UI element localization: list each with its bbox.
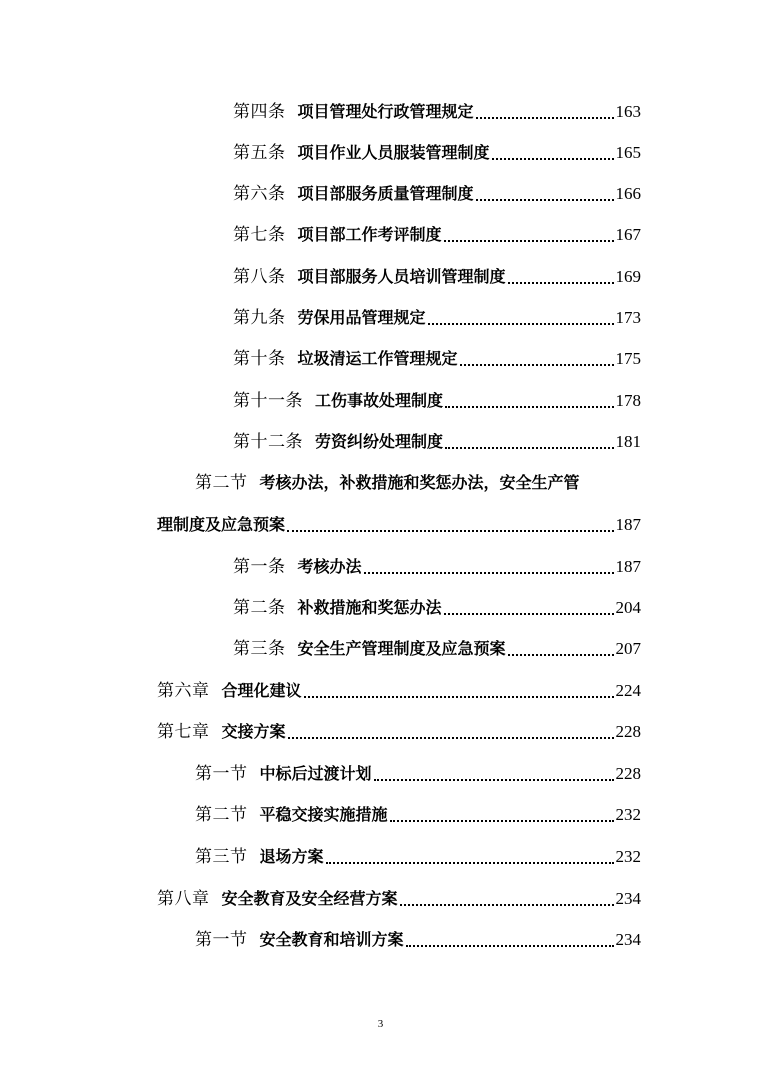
toc-entry[interactable] [0,340,761,370]
toc-entry-title: 项目部服务人员培训管理制度 [297,267,506,286]
toc-entry-title: 劳资纠纷处理制度 [315,432,444,451]
toc-entry-page: 167 [615,225,641,244]
toc-entry-number: 第九条 [233,308,286,328]
toc-entry[interactable] [0,589,761,619]
toc-entry-number: 第三节 [195,847,248,867]
toc-entry-page: 178 [615,391,641,410]
dot-leader [287,530,613,532]
toc-entry-page: 204 [615,598,641,617]
toc-entry-page: 232 [615,805,641,824]
page-number: 3 [377,1018,384,1030]
toc-entry-title: 垃圾清运工作管理规定 [297,349,458,368]
toc-entry-number: 第六条 [233,184,286,204]
toc-entry-page: 169 [615,267,641,286]
toc-entry-title: 平稳交接实施措施 [259,805,388,824]
toc-entry[interactable] [0,382,761,412]
toc-entry[interactable] [0,175,761,205]
dot-leader [288,737,614,739]
toc-entry-number: 第十条 [233,349,286,369]
dot-leader [445,406,613,408]
toc-entry-title: 中标后过渡计划 [259,764,372,783]
toc-entry-title: 劳保用品管理规定 [297,308,426,327]
toc-entry-title: 项目管理处行政管理规定 [297,102,474,121]
toc-entry-page: 166 [615,184,641,203]
dot-leader [406,945,614,947]
toc-entry-title: 交接方案 [221,722,286,741]
toc-entry[interactable] [0,548,761,578]
toc-entry-page: 228 [615,764,641,783]
toc-entry-number: 第七条 [233,225,286,245]
toc-entry-page: 181 [615,432,641,451]
toc-entry-title: 补救措施和奖惩办法 [297,598,442,617]
toc-entry-page: 187 [615,515,641,534]
toc-entry-title: 考核办法 [297,557,362,576]
toc-entry-number: 第十一条 [233,391,303,411]
toc-entry-number: 第四条 [233,102,286,122]
toc-entry-title-line2: 理制度及应急预案 [157,515,286,534]
toc-entry-number: 第五条 [233,143,286,163]
dot-leader [364,572,614,574]
toc-entry-number: 第一节 [195,764,248,784]
dot-leader [444,240,614,242]
toc-section-entry[interactable] [0,796,761,826]
toc-entry-number: 第八条 [233,267,286,287]
toc-entry-title: 工伤事故处理制度 [315,391,444,410]
toc-entry-title: 项目部服务质量管理制度 [297,184,474,203]
toc-entry-page: 228 [615,722,641,741]
toc-entry-title: 项目部工作考评制度 [297,225,442,244]
toc-entry-title-line1: 考核办法，补救措施和奖惩办法，安全生产管 [259,473,580,492]
dot-leader [445,447,613,449]
toc-entry-page: 165 [615,143,641,162]
dot-leader [374,779,614,781]
dot-leader [508,654,614,656]
toc-entry[interactable] [0,216,761,246]
toc-section-entry[interactable] [0,921,761,951]
toc-entry-page: 232 [615,847,641,866]
dot-leader [326,862,614,864]
dot-leader [476,117,614,119]
dot-leader [508,282,614,284]
toc-section-entry-continued[interactable] [0,506,761,536]
toc-section-entry[interactable] [0,464,761,494]
toc-entry-page: 234 [615,930,641,949]
toc-entry-page: 175 [615,349,641,368]
dot-leader [492,158,614,160]
dot-leader [476,199,614,201]
dot-leader [390,820,614,822]
dot-leader [304,696,614,698]
toc-entry-number: 第八章 [157,889,210,909]
toc-entry[interactable] [0,134,761,164]
toc-entry-number: 第二节 [195,805,248,825]
toc-entry-title: 退场方案 [259,847,324,866]
toc-entry-title: 安全教育和培训方案 [259,930,404,949]
toc-entry-page: 207 [615,639,641,658]
toc-chapter-entry[interactable] [0,713,761,743]
dot-leader [400,904,614,906]
toc-entry-page: 173 [615,308,641,327]
toc-entry-page: 187 [615,557,641,576]
toc-entry-number: 第七章 [157,722,210,742]
toc-chapter-entry[interactable] [0,672,761,702]
toc-entry-number: 第二节 [195,473,248,493]
toc-entry[interactable] [0,93,761,123]
toc-entry-title: 项目作业人员服装管理制度 [297,143,490,162]
dot-leader [460,364,614,366]
toc-entry[interactable] [0,258,761,288]
toc-section-entry[interactable] [0,755,761,785]
dot-leader [428,323,614,325]
toc-entry[interactable] [0,423,761,453]
dot-leader [444,613,614,615]
toc-entry-title: 安全生产管理制度及应急预案 [297,639,506,658]
toc-chapter-entry[interactable] [0,880,761,910]
toc-entry-number: 第十二条 [233,432,303,452]
toc-entry-number: 第一节 [195,930,248,950]
toc-entry[interactable] [0,630,761,660]
toc-entry-title: 安全教育及安全经营方案 [221,889,398,908]
toc-entry-page: 224 [615,681,641,700]
toc-entry-number: 第二条 [233,598,286,618]
toc-entry-page: 234 [615,889,641,908]
toc-entry-number: 第三条 [233,639,286,659]
toc-section-entry[interactable] [0,838,761,868]
toc-entry-number: 第一条 [233,557,286,577]
toc-entry[interactable] [0,299,761,329]
toc-entry-page: 163 [615,102,641,121]
toc-entry-number: 第六章 [157,681,210,701]
toc-entry-title: 合理化建议 [221,681,302,700]
